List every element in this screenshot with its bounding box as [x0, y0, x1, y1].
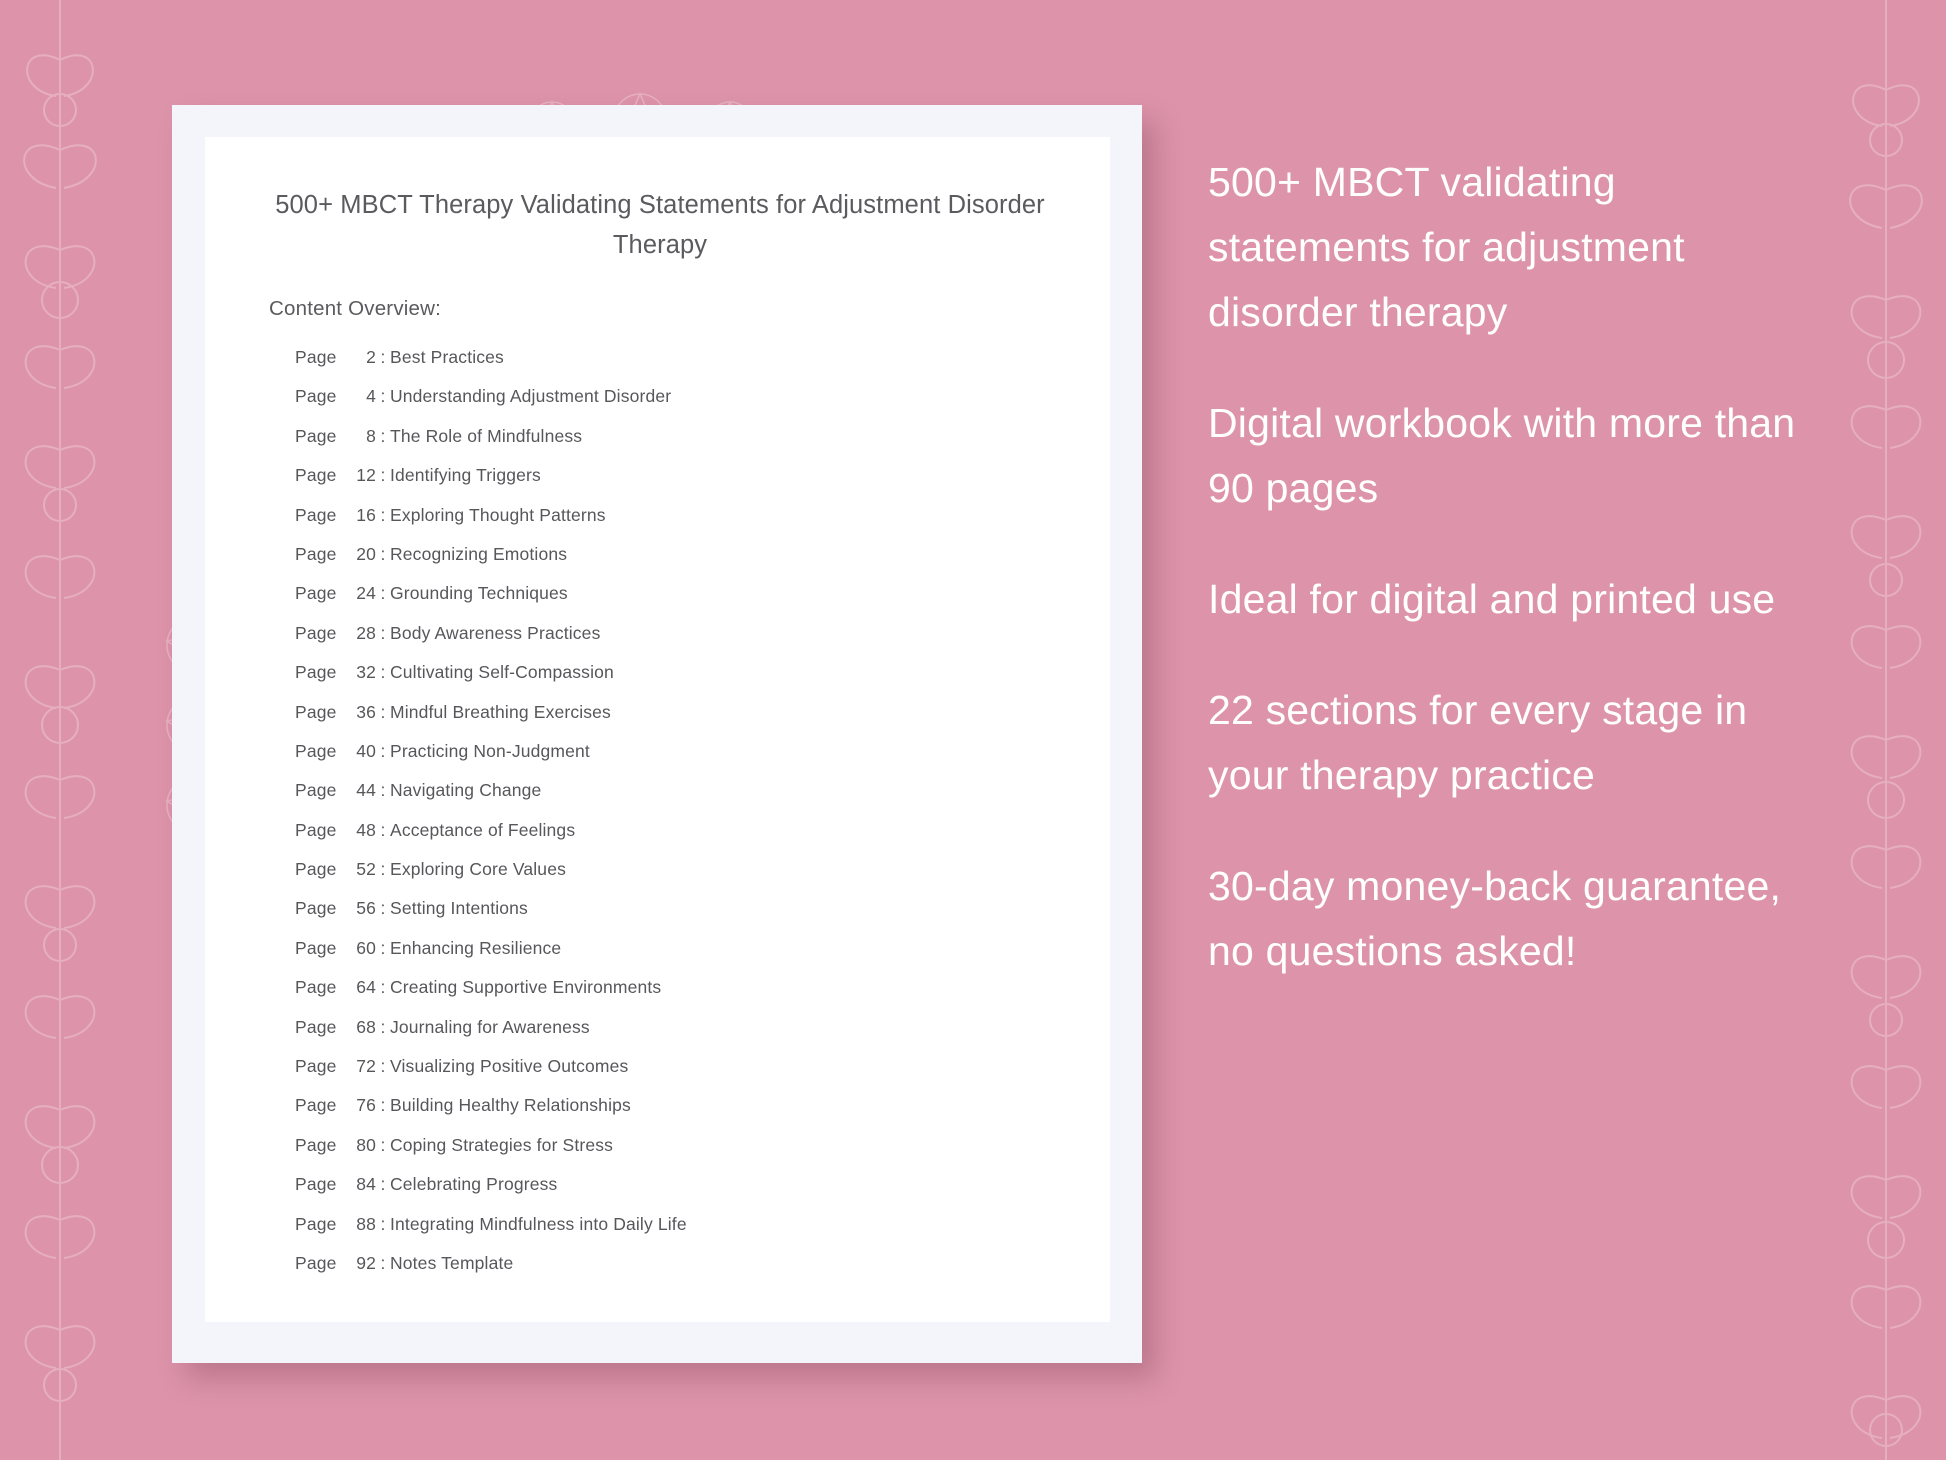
document-page: [205, 137, 1110, 1322]
colon: :: [380, 937, 386, 958]
page-number: 40: [356, 740, 376, 761]
page-word: Page: [295, 977, 337, 998]
page-word: Page: [295, 1016, 337, 1037]
list-item: [295, 702, 1055, 741]
marketing-line-1: 500+ MBCT validating statements for adjustment disorder therapy: [1208, 159, 1685, 335]
floral-border-left-icon: [0, 0, 120, 1460]
page-word: Page: [295, 347, 337, 367]
section-title: Understanding Adjustment Disorder: [390, 386, 672, 407]
list-item: [295, 426, 1055, 465]
page-word: Page: [295, 465, 337, 486]
page-word: Page: [295, 1174, 337, 1195]
list-item: [295, 386, 1055, 425]
list-item: [295, 898, 1055, 937]
page-number: 52: [356, 859, 376, 880]
marketing-line-3: Ideal for digital and printed use: [1208, 576, 1776, 622]
page-word: Page: [295, 386, 337, 407]
page-word: Page: [295, 1095, 337, 1116]
section-title: Acceptance of Feelings: [390, 819, 576, 840]
page-word: Page: [295, 780, 337, 801]
colon: :: [380, 1213, 386, 1234]
section-title: Cultivating Self-Compassion: [390, 662, 614, 683]
section-title: Body Awareness Practices: [390, 622, 601, 643]
section-title: Notes Template: [390, 1252, 514, 1273]
content-overview-label: Content Overview:: [269, 297, 442, 320]
page-number: 2: [366, 347, 376, 367]
section-title: Navigating Change: [390, 780, 542, 801]
section-title: Creating Supportive Environments: [390, 977, 662, 998]
page-number: 28: [356, 622, 376, 643]
section-title: Grounding Techniques: [390, 583, 568, 604]
colon: :: [380, 662, 386, 683]
page-word: Page: [295, 1213, 337, 1234]
colon: :: [380, 740, 386, 761]
page-word: Page: [295, 543, 337, 564]
section-title: Integrating Mindfulness into Daily Life: [390, 1213, 687, 1234]
page-number: 64: [356, 977, 376, 998]
section-title: Visualizing Positive Outcomes: [390, 1056, 629, 1077]
table-of-contents: [295, 347, 1055, 1292]
section-title: Celebrating Progress: [390, 1174, 558, 1195]
colon: :: [380, 543, 386, 564]
colon: :: [380, 622, 386, 643]
page-number: 88: [356, 1213, 376, 1234]
section-title: Journaling for Awareness: [390, 1016, 590, 1037]
page-word: Page: [295, 937, 337, 958]
list-item: [295, 977, 1055, 1016]
section-title: Building Healthy Relationships: [390, 1095, 631, 1116]
list-item: [295, 741, 1055, 780]
marketing-copy: [1208, 150, 1808, 984]
page-word: Page: [295, 1056, 337, 1077]
page-number: 92: [356, 1252, 376, 1273]
page-word: Page: [295, 583, 337, 604]
page-title: 500+ MBCT Therapy Validating Statements for Adjustment Disorder Therapy: [275, 191, 1045, 259]
list-item: [295, 465, 1055, 504]
colon: :: [380, 780, 386, 801]
page-word: Page: [295, 1134, 337, 1155]
marketing-line-4: 22 sections for every stage in your therapy practice: [1208, 687, 1748, 798]
colon: :: [380, 1252, 386, 1273]
floral-border-right-icon: [1826, 0, 1946, 1460]
page-number: 68: [356, 1016, 376, 1037]
page-number: 36: [356, 701, 376, 722]
page-number: 76: [356, 1095, 376, 1116]
list-item: [295, 1056, 1055, 1095]
colon: :: [380, 859, 386, 880]
colon: :: [380, 583, 386, 604]
page-number: 48: [356, 819, 376, 840]
list-item: [295, 1135, 1055, 1174]
list-item: [295, 820, 1055, 859]
section-title: Setting Intentions: [390, 898, 528, 919]
section-title: Coping Strategies for Stress: [390, 1134, 614, 1155]
list-item: [295, 780, 1055, 819]
page-number: 20: [356, 543, 376, 564]
page-word: Page: [295, 740, 337, 761]
colon: :: [380, 386, 386, 407]
page-number: 44: [356, 780, 376, 801]
page-word: Page: [295, 1252, 337, 1273]
list-item: [295, 1017, 1055, 1056]
list-item: [295, 623, 1055, 662]
page-number: 56: [356, 898, 376, 919]
list-item: [295, 1214, 1055, 1253]
colon: :: [380, 1016, 386, 1037]
page-number: 60: [356, 937, 376, 958]
colon: :: [380, 425, 386, 446]
colon: :: [380, 701, 386, 722]
page-word: Page: [295, 622, 337, 643]
colon: :: [380, 504, 386, 525]
list-item: [295, 583, 1055, 622]
list-item: [295, 662, 1055, 701]
list-item: [295, 859, 1055, 898]
list-item: [295, 347, 1055, 386]
colon: :: [380, 1056, 386, 1077]
colon: :: [380, 977, 386, 998]
section-title: Recognizing Emotions: [390, 543, 568, 564]
page-word: Page: [295, 504, 337, 525]
page-number: 72: [356, 1056, 376, 1077]
section-title: Best Practices: [390, 347, 504, 367]
section-title: Mindful Breathing Exercises: [390, 701, 611, 722]
page-number: 24: [356, 583, 376, 604]
page-number: 80: [356, 1134, 376, 1155]
section-title: Practicing Non-Judgment: [390, 740, 590, 761]
colon: :: [380, 347, 386, 367]
list-item: [295, 1095, 1055, 1134]
page-number: 84: [356, 1174, 376, 1195]
page-word: Page: [295, 819, 337, 840]
page-word: Page: [295, 859, 337, 880]
page-word: Page: [295, 701, 337, 722]
list-item: [295, 544, 1055, 583]
marketing-line-2: Digital workbook with more than 90 pages: [1208, 400, 1796, 511]
list-item: [295, 505, 1055, 544]
marketing-line-5: 30-day money-back guarantee, no questions asked!: [1208, 863, 1782, 974]
colon: :: [380, 1095, 386, 1116]
page-number: 16: [356, 504, 376, 525]
list-item: [295, 938, 1055, 977]
section-title: Exploring Core Values: [390, 859, 566, 880]
list-item: [295, 1253, 1055, 1292]
colon: :: [380, 819, 386, 840]
colon: :: [380, 1134, 386, 1155]
page-number: 4: [366, 386, 376, 407]
colon: :: [380, 465, 386, 486]
page-number: 8: [366, 425, 376, 446]
page-number: 12: [356, 465, 376, 486]
colon: :: [380, 1174, 386, 1195]
page-word: Page: [295, 425, 337, 446]
page-number: 32: [356, 662, 376, 683]
section-title: Identifying Triggers: [390, 465, 541, 486]
section-title: Enhancing Resilience: [390, 937, 562, 958]
page-word: Page: [295, 662, 337, 683]
colon: :: [380, 898, 386, 919]
list-item: [295, 1174, 1055, 1213]
section-title: The Role of Mindfulness: [390, 425, 583, 446]
page-word: Page: [295, 898, 337, 919]
section-title: Exploring Thought Patterns: [390, 504, 606, 525]
